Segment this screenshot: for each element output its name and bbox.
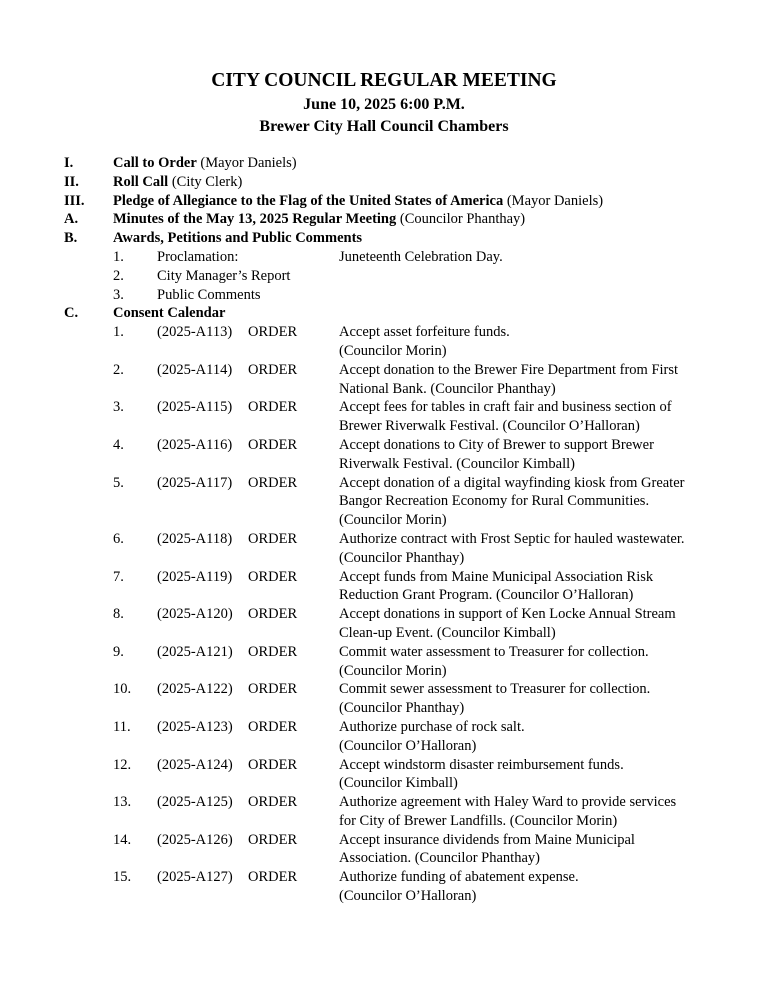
consent-calendar-list (64, 323, 714, 906)
consent-item (64, 756, 714, 794)
consent-item-description (339, 568, 707, 606)
consent-item-type: ORDER (248, 474, 298, 491)
sub-item-label: Proclamation: (157, 248, 239, 265)
agenda-item (64, 154, 714, 173)
consent-item-code: (2025-A117) (157, 474, 233, 491)
consent-item-code: (2025-A124) (157, 756, 233, 773)
consent-item-number: 12. (113, 756, 132, 773)
description-line: Authorize agreement with Haley Ward to provide services (339, 794, 677, 811)
description-line: Authorize funding of abatement expense. (339, 869, 579, 886)
sub-item-label: Public Comments (157, 286, 261, 303)
consent-item-type: ORDER (248, 718, 298, 735)
consent-item (64, 323, 714, 361)
consent-item-code: (2025-A123) (157, 718, 233, 735)
consent-item-type: ORDER (248, 530, 298, 547)
consent-item-number: 11. (113, 718, 131, 735)
description-line: Accept donations in support of Ken Locke Annual Stream (339, 606, 676, 623)
description-line: Reduction Grant Program. (Councilor O’Halloran) (339, 587, 634, 604)
description-line: (Councilor Kimball) (339, 775, 458, 792)
description-line: Accept asset forfeiture funds. (339, 324, 510, 341)
consent-item-description (339, 323, 707, 361)
consent-item-type: ORDER (248, 436, 298, 453)
description-line: (Councilor Morin) (339, 662, 447, 679)
description-line: (Councilor Phanthay) (339, 700, 465, 717)
agenda-item-title: Pledge of Allegiance to the Flag of the United States of America (113, 192, 504, 209)
description-line: Accept funds from Maine Municipal Association Risk (339, 568, 654, 585)
consent-item-code: (2025-A120) (157, 606, 233, 623)
agenda-item-number: C. (64, 305, 79, 322)
consent-item-description (339, 793, 707, 831)
consent-item-number: 14. (113, 831, 132, 848)
consent-item-type: ORDER (248, 399, 298, 416)
consent-item (64, 530, 714, 568)
meeting-location: Brewer City Hall Council Chambers (259, 118, 509, 135)
consent-item-description (339, 398, 707, 436)
consent-item (64, 398, 714, 436)
sub-item-number: 2. (113, 267, 124, 284)
consent-item-number: 9. (113, 643, 124, 660)
section-b-item (64, 267, 714, 286)
consent-item-code: (2025-A125) (157, 794, 233, 811)
agenda-item (64, 173, 714, 192)
description-line: (Councilor Phanthay) (339, 549, 465, 566)
consent-item (64, 474, 714, 530)
agenda-item-title: Minutes of the May 13, 2025 Regular Meeting (113, 211, 397, 228)
description-line: Accept donation of a digital wayfinding kiosk from Greater (339, 474, 685, 491)
agenda-item (64, 192, 714, 211)
agenda-item (64, 229, 714, 248)
consent-item-code: (2025-A122) (157, 681, 233, 698)
description-line: National Bank. (Councilor Phanthay) (339, 380, 556, 397)
agenda-item-presenter: (Mayor Daniels) (503, 192, 604, 209)
consent-item-code: (2025-A118) (157, 530, 233, 547)
description-line: Clean-up Event. (Councilor Kimball) (339, 624, 556, 641)
description-line: Commit sewer assessment to Treasurer for collection. (339, 681, 651, 698)
consent-item (64, 605, 714, 643)
description-line: Accept insurance dividends from Maine Municipal (339, 831, 635, 848)
agenda-item-number: III. (64, 192, 85, 209)
sub-item-number: 1. (113, 248, 124, 265)
description-line: Bangor Recreation Economy for Rural Communities. (339, 493, 650, 510)
consent-item-type: ORDER (248, 831, 298, 848)
consent-item-type: ORDER (248, 756, 298, 773)
description-line: (Councilor Morin) (339, 342, 447, 359)
document-header (0, 68, 768, 138)
consent-item (64, 361, 714, 399)
consent-item-code: (2025-A114) (157, 361, 233, 378)
consent-item-description (339, 361, 707, 399)
consent-item-number: 1. (113, 324, 124, 341)
consent-item (64, 643, 714, 681)
consent-item (64, 793, 714, 831)
consent-item-type: ORDER (248, 324, 298, 341)
description-line: Authorize purchase of rock salt. (339, 718, 525, 735)
agenda-item (64, 304, 714, 323)
consent-item (64, 680, 714, 718)
section-b-item (64, 286, 714, 305)
consent-item-code: (2025-A113) (157, 324, 233, 341)
consent-item-code: (2025-A126) (157, 831, 233, 848)
consent-item (64, 868, 714, 906)
agenda-list (64, 154, 714, 906)
agenda-item-number: I. (64, 155, 74, 171)
consent-item-description (339, 680, 707, 718)
document-title: CITY COUNCIL REGULAR MEETING (211, 70, 557, 91)
consent-item-number: 13. (113, 794, 132, 811)
consent-item-type: ORDER (248, 869, 298, 886)
consent-item-code: (2025-A116) (157, 436, 233, 453)
consent-item-number: 7. (113, 568, 124, 585)
consent-item-code: (2025-A119) (157, 568, 233, 585)
agenda-item-title: Awards, Petitions and Public Comments (113, 230, 363, 247)
consent-item-code: (2025-A115) (157, 399, 233, 416)
consent-item-type: ORDER (248, 568, 298, 585)
consent-item-type: ORDER (248, 643, 298, 660)
description-line: Commit water assessment to Treasurer for collection. (339, 643, 649, 660)
agenda-item (64, 210, 714, 229)
consent-item (64, 831, 714, 869)
consent-item-number: 3. (113, 399, 124, 416)
consent-item-description (339, 831, 707, 869)
consent-item-description (339, 756, 707, 794)
consent-item-type: ORDER (248, 794, 298, 811)
consent-item-number: 5. (113, 474, 124, 491)
consent-item-description (339, 643, 707, 681)
sub-item-description: Juneteenth Celebration Day. (339, 248, 503, 265)
agenda-item-title: Consent Calendar (113, 305, 226, 322)
consent-item-description (339, 605, 707, 643)
agenda-item-presenter: (Councilor Phanthay) (396, 211, 526, 228)
agenda-item-number: A. (64, 211, 79, 228)
consent-item-description (339, 718, 707, 756)
agenda-item-presenter: (City Clerk) (168, 173, 243, 190)
consent-item-code: (2025-A121) (157, 643, 233, 660)
agenda-item-title: Roll Call (113, 173, 169, 190)
sub-item-label: City Manager’s Report (157, 267, 291, 284)
consent-item-description (339, 868, 707, 906)
consent-item-type: ORDER (248, 606, 298, 623)
consent-item (64, 568, 714, 606)
consent-item-description (339, 436, 707, 474)
description-line: Riverwalk Festival. (Councilor Kimball) (339, 455, 575, 472)
description-line: (Councilor Morin) (339, 512, 447, 529)
consent-item-code: (2025-A127) (157, 869, 233, 886)
consent-item-type: ORDER (248, 681, 298, 698)
consent-item-description (339, 530, 707, 568)
description-line: Accept windstorm disaster reimbursement funds. (339, 756, 624, 773)
consent-item-number: 4. (113, 436, 124, 453)
agenda-item-presenter: (Mayor Daniels) (196, 155, 297, 171)
consent-item-description (339, 474, 707, 530)
meeting-date: June 10, 2025 6:00 P.M. (303, 96, 465, 113)
description-line: for City of Brewer Landfills. (Councilor Morin) (339, 812, 618, 829)
description-line: Accept donation to the Brewer Fire Department from First (339, 361, 679, 378)
consent-item-number: 6. (113, 530, 124, 547)
description-line: Brewer Riverwalk Festival. (Councilor O’Halloran) (339, 418, 640, 435)
consent-item-number: 15. (113, 869, 132, 886)
agenda-item-title: Call to Order (113, 155, 197, 171)
description-line: Accept fees for tables in craft fair and business section of (339, 399, 672, 416)
description-line: Authorize contract with Frost Septic for hauled wastewater. (339, 530, 685, 547)
consent-item (64, 718, 714, 756)
description-line: (Councilor O’Halloran) (339, 737, 477, 754)
sub-item-number: 3. (113, 286, 124, 303)
description-line: (Councilor O’Halloran) (339, 888, 477, 905)
consent-item (64, 436, 714, 474)
consent-item-number: 10. (113, 681, 132, 698)
description-line: Accept donations to City of Brewer to support Brewer (339, 436, 654, 453)
consent-item-number: 2. (113, 361, 124, 378)
consent-item-number: 8. (113, 606, 124, 623)
section-b-item (64, 248, 714, 267)
agenda-item-number: II. (64, 173, 79, 190)
agenda-item-number: B. (64, 230, 78, 247)
consent-item-type: ORDER (248, 361, 298, 378)
description-line: Association. (Councilor Phanthay) (339, 850, 540, 867)
